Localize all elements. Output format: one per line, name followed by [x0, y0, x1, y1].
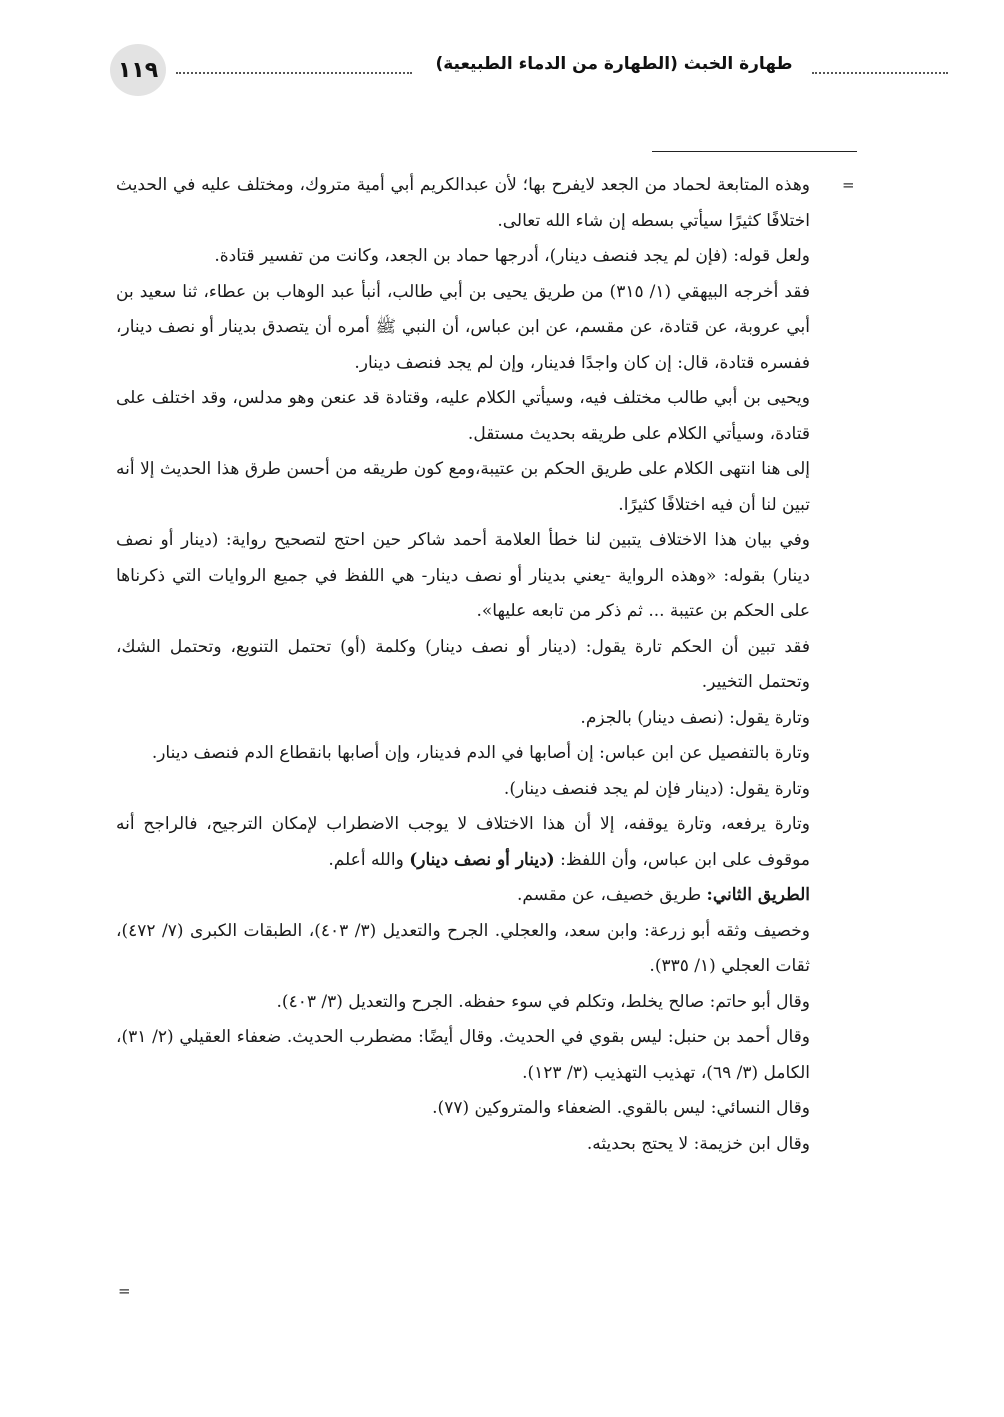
paragraph: فقد أخرجه البيهقي (١/ ٣١٥) من طريق يحيى بن أبي طالب، أنبأ عبد الوهاب بن عطاء، ثنا سعيد بن أبي عروبة، عن قتادة، عن مقسم، عن ابن عباس، أن النبي ﷺ أمره أن يتصدق بدينار أو نصف دينار، ففسره قتادة، قال: إن كان واجدًا فدينار، وإن لم يجد فنصف دينار.: [116, 281, 811, 373]
paragraph: وتارة بالتفصيل عن ابن عباس: إن أصابها في الدم فدينار، وإن أصابها بانقطاع الدم فنصف دينار.: [151, 743, 810, 763]
footnote-body: [116, 168, 810, 1162]
paragraph: ويحيى بن أبي طالب مختلف فيه، وسيأتي الكلام عليه، وقتادة قد عنعن وهو مدلس، وقد اختلف على قتادة، وسيأتي الكلام على طريقه بحديث مستقل.: [116, 388, 810, 444]
paragraph: وتارة يقول: (نصف دينار) بالجزم.: [580, 707, 810, 728]
paragraph: إلى هنا انتهى الكلام على طريق الحكم بن عتيبة،ومع كون طريقه من أحسن طرق هذا الحديث إلا أنه تبين لنا أن فيه اختلافًا كثيرًا.: [116, 459, 810, 515]
paragraph: وخصيف وثقه أبو زرعة: وابن سعد، والعجلي. الجرح والتعديل (٣/ ٤٠٣)، الطبقات الكبرى (٧/ ٤٧٢)، ثقات العجلي (١/ ٣٣٥).: [116, 920, 810, 976]
paragraph: وهذه المتابعة لحماد من الجعد لايفرح بها؛ لأن عبدالكريم أبي أمية متروك، ومختلف عليه في الحديث اختلافًا كثيرًا سيأتي بسطه إن شاء الله تعالى.: [116, 175, 810, 231]
page-header: [106, 44, 846, 100]
paragraph: وقال النسائي: ليس بالقوي. الضعفاء والمتروكين (٧٧).: [432, 1098, 810, 1118]
second-path-text: طريق خصيف، عن مقسم.: [516, 885, 707, 905]
page-number-badge: ١١٩: [110, 44, 166, 96]
paragraph: وتارة يقول: (دينار فإن لم يجد فنصف دينار).: [503, 778, 810, 799]
header-dotted-leader-left: [176, 72, 412, 74]
paragraph: ولعل قوله: (فإن لم يجد فنصف دينار)، أدرجها حماد بن الجعد، وكانت من تفسير قتادة.: [214, 246, 810, 266]
conclusion-lead: وتارة يرفعه، وتارة يوقفه، إلا أن هذا الاختلاف لا يوجب الاضطراب لإمكان الترجيح، فالراجح أنه موقوف على ابن عباس، وأن اللفظ:: [116, 814, 810, 870]
footnote-separator-rule: [652, 151, 857, 152]
footnote-continuation-mark-bottom: =: [118, 1282, 131, 1300]
footnote-continuation-mark-top: =: [842, 176, 855, 194]
paragraph: وقال ابن خزيمة: لا يحتج بحديثه.: [586, 1133, 810, 1154]
running-title: طهارة الخبث (الطهارة من الدماء الطبيعية): [435, 54, 793, 74]
second-path-paragraph: [116, 878, 810, 914]
second-path-label: الطريق الثاني:: [706, 885, 810, 905]
paragraph: فقد تبين أن الحكم تارة يقول: (دينار أو نصف دينار) وكلمة (أو) تحتمل التنويع، وتحتمل الشك، وتحتمل التخيير.: [116, 636, 810, 692]
paragraph: وفي بيان هذا الاختلاف يتبين لنا خطأ العلامة أحمد شاكر حين احتج لتصحيح رواية: (دينار أو نصف دينار) بقوله: «وهذه الرواية -يعني بدينار أو نصف دينار- هي اللفظ في جميع الروايات التي ذكرناها على الحكم بن عتيبة ... ثم ذكر من تابعه عليها».: [116, 530, 810, 621]
conclusion-paragraph: [116, 807, 810, 878]
paragraph: وقال أبو حاتم: صالح يخلط، وتكلم في سوء حفظه. الجرح والتعديل (٣/ ٤٠٣).: [276, 991, 810, 1012]
conclusion-bold-phrase: (دينار أو نصف دينار): [409, 849, 555, 870]
header-dotted-leader-right: [812, 72, 948, 74]
paragraph: وقال أحمد بن حنبل: ليس بقوي في الحديث. وقال أيضًا: مضطرب الحديث. ضعفاء العقيلي (٢/ ٣١)، الكامل (٣/ ٦٩)، تهذيب التهذيب (٣/ ١٢٣).: [116, 1027, 810, 1083]
conclusion-tail: والله أعلم.: [328, 849, 410, 870]
